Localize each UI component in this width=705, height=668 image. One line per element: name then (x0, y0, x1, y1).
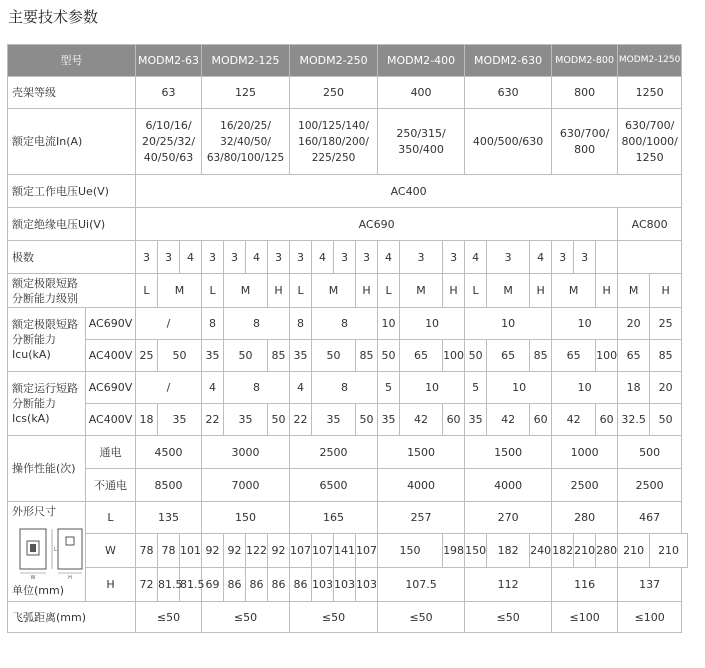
table-cell: 3 (290, 241, 312, 274)
table-cell: 65 (552, 340, 596, 372)
table-cell: L (465, 274, 487, 308)
table-cell: 20 (650, 372, 682, 404)
table-cell: 86 (268, 568, 290, 602)
table-cell: 20 (618, 308, 650, 340)
table-cell: 100/125/140/ 160/180/200/ 225/250 (290, 109, 378, 175)
voltage-label: AC400V (86, 404, 136, 436)
figure-letter: W (30, 575, 36, 581)
table-cell: 1500 (465, 436, 552, 469)
table-cell: 135 (136, 502, 202, 534)
table-cell: ≤50 (136, 602, 202, 633)
ue-label: 额定工作电压Ue(V) (8, 175, 136, 208)
table-cell: 50 (356, 404, 378, 436)
table-cell: 112 (465, 568, 552, 602)
table-cell: 8 (312, 308, 378, 340)
table-cell: 69 (202, 568, 224, 602)
table-cell: 182 (552, 534, 574, 568)
label-line: 分断能力 (12, 397, 56, 410)
label-line: 分断能力 (12, 333, 56, 346)
operation-energized-row (8, 436, 688, 469)
dim-h-row (8, 568, 688, 602)
table-cell: 7000 (202, 469, 290, 502)
table-cell: 81.5 (180, 568, 202, 602)
table-cell: 50 (158, 340, 202, 372)
table-cell: 1500 (378, 436, 465, 469)
table-cell: H (268, 274, 290, 308)
model-250: MODM2-250 (290, 45, 378, 77)
table-cell (596, 241, 618, 274)
table-cell: ≤100 (618, 602, 682, 633)
label-line: 单位(mm) (12, 584, 65, 597)
table-cell: 8 (224, 308, 290, 340)
breaker-figure (18, 523, 88, 579)
table-cell: M (312, 274, 356, 308)
table-cell: 4 (530, 241, 552, 274)
table-cell: 3 (487, 241, 530, 274)
table-cell: 3 (158, 241, 180, 274)
table-cell: 63 (136, 77, 202, 109)
table-cell: 18 (136, 404, 158, 436)
table-cell: 257 (378, 502, 465, 534)
table-cell: H (596, 274, 618, 308)
table-cell: L (136, 274, 158, 308)
figure-letter: H (68, 575, 72, 581)
table-cell: 3000 (202, 436, 290, 469)
table-cell: 6500 (290, 469, 378, 502)
table-cell: 42 (400, 404, 443, 436)
table-cell: AC400 (136, 175, 682, 208)
icu-ac400-row (8, 340, 688, 372)
table-cell: 2500 (290, 436, 378, 469)
table-cell: 210 (650, 534, 688, 568)
table-cell: 92 (224, 534, 246, 568)
table-cell: 92 (268, 534, 290, 568)
table-cell: 35 (158, 404, 202, 436)
dim-sub-label: L (86, 502, 136, 534)
table-cell: 107.5 (378, 568, 465, 602)
table-cell: AC690 (136, 208, 618, 241)
table-cell: 50 (378, 340, 400, 372)
table-cell: 101 (180, 534, 202, 568)
table-cell: 4 (202, 372, 224, 404)
table-cell: L (378, 274, 400, 308)
table-cell: 65 (400, 340, 443, 372)
table-cell: 4 (290, 372, 312, 404)
table-cell: 210 (574, 534, 596, 568)
table-cell: 10 (400, 308, 465, 340)
table-cell: 4000 (465, 469, 552, 502)
table-cell: 92 (202, 534, 224, 568)
table-cell: 65 (618, 340, 650, 372)
table-cell: 3 (356, 241, 378, 274)
table-cell: 50 (268, 404, 290, 436)
table-cell: 78 (158, 534, 180, 568)
dimensions-label (8, 502, 86, 602)
table-cell: 125 (202, 77, 290, 109)
table-cell: 86 (224, 568, 246, 602)
table-cell: 35 (312, 404, 356, 436)
table-cell: 18 (618, 372, 650, 404)
table-cell: 10 (552, 372, 618, 404)
breaker-outline-icon (18, 523, 88, 579)
table-cell: 137 (618, 568, 682, 602)
table-cell: 250 (290, 77, 378, 109)
voltage-label: AC690V (86, 372, 136, 404)
table-cell: 103 (356, 568, 378, 602)
table-cell: 150 (465, 534, 487, 568)
table-cell: 103 (334, 568, 356, 602)
table-cell: 42 (487, 404, 530, 436)
table-cell: 8500 (136, 469, 202, 502)
table-cell: ≤50 (290, 602, 378, 633)
table-cell: ≤50 (202, 602, 290, 633)
ics-label (8, 372, 86, 436)
table-cell: 10 (552, 308, 618, 340)
ics-ac400-row (8, 404, 688, 436)
model-63: MODM2-63 (136, 45, 202, 77)
poles-row (8, 241, 688, 274)
table-cell: 65 (487, 340, 530, 372)
table-cell: 86 (290, 568, 312, 602)
table-cell: ≤50 (465, 602, 552, 633)
table-cell: 4 (465, 241, 487, 274)
table-cell: 182 (487, 534, 530, 568)
table-cell: 6/10/16/ 20/25/32/ 40/50/63 (136, 109, 202, 175)
model-header: 型号 (8, 45, 136, 77)
arc-row (8, 602, 688, 633)
table-cell: 198 (443, 534, 465, 568)
table-cell: 4000 (378, 469, 465, 502)
table-cell: 5 (465, 372, 487, 404)
table-cell: 240 (530, 534, 552, 568)
table-cell: 3 (574, 241, 596, 274)
voltage-label: AC690V (86, 308, 136, 340)
rated-current-row (8, 109, 688, 175)
table-cell: L (290, 274, 312, 308)
table-cell: L (202, 274, 224, 308)
label-line: 外形尺寸 (12, 505, 56, 518)
table-cell: 50 (465, 340, 487, 372)
label-line: Ics(kA) (12, 412, 50, 425)
energized-label: 通电 (86, 436, 136, 469)
table-cell: H (650, 274, 682, 308)
table-cell: 81.5 (158, 568, 180, 602)
table-cell: AC800 (618, 208, 682, 241)
label-line: 额定极限短路 (12, 276, 78, 290)
icu-ac690-row (8, 308, 688, 340)
table-cell: M (552, 274, 596, 308)
ics-ac690-row (8, 372, 688, 404)
model-800: MODM2-800 (552, 45, 618, 77)
table-cell: 400/500/630 (465, 109, 552, 175)
table-cell: 85 (356, 340, 378, 372)
table-cell: M (618, 274, 650, 308)
table-cell: 10 (400, 372, 465, 404)
table-cell: 2500 (552, 469, 618, 502)
table-cell: 270 (465, 502, 552, 534)
table-cell: 85 (530, 340, 552, 372)
table-cell: 800 (552, 77, 618, 109)
table-cell: 630 (465, 77, 552, 109)
rated-current-label: 额定电流In(A) (8, 109, 136, 175)
table-cell: 3 (552, 241, 574, 274)
dim-sub-label: W (86, 534, 136, 568)
ui-row (8, 208, 688, 241)
table-cell: ≤100 (552, 602, 618, 633)
header-row (8, 45, 688, 77)
spec-table (7, 44, 688, 633)
table-cell: 25 (650, 308, 682, 340)
table-cell: 141 (334, 534, 356, 568)
table-cell: 3 (268, 241, 290, 274)
table-cell: 72 (136, 568, 158, 602)
figure-letter: L (54, 547, 57, 553)
table-cell: M (487, 274, 530, 308)
table-cell: 35 (465, 404, 487, 436)
table-cell: H (530, 274, 552, 308)
table-cell: / (136, 372, 202, 404)
table-cell: 100 (443, 340, 465, 372)
table-cell: 8 (312, 372, 378, 404)
table-cell: 8 (290, 308, 312, 340)
model-125: MODM2-125 (202, 45, 290, 77)
model-400: MODM2-400 (378, 45, 465, 77)
table-cell: ≤50 (378, 602, 465, 633)
table-cell: 8 (224, 372, 290, 404)
table-cell: 60 (443, 404, 465, 436)
table-cell: 10 (487, 372, 552, 404)
dim-sub-label: H (86, 568, 136, 602)
operation-label: 操作性能(次) (8, 436, 86, 502)
operation-non-energized-row (8, 469, 688, 502)
label-line: 分断能力级别 (12, 291, 78, 305)
arc-label: 飞弧距离(mm) (8, 602, 136, 633)
ui-label: 额定绝缘电压Ui(V) (8, 208, 136, 241)
frame-label: 壳架等级 (8, 77, 136, 109)
table-cell: 107 (290, 534, 312, 568)
table-cell: 50 (312, 340, 356, 372)
table-cell: M (224, 274, 268, 308)
table-cell: 85 (268, 340, 290, 372)
table-cell: 116 (552, 568, 618, 602)
table-cell: 103 (312, 568, 334, 602)
table-cell: 4 (246, 241, 268, 274)
table-cell: 8 (202, 308, 224, 340)
table-cell: 10 (465, 308, 552, 340)
table-cell: 630/700/ 800 (552, 109, 618, 175)
table-cell: 85 (650, 340, 682, 372)
table-cell: 25 (136, 340, 158, 372)
table-cell: 50 (224, 340, 268, 372)
label-line: 额定运行短路 (12, 382, 78, 395)
breaking-level-label (8, 274, 136, 308)
table-cell: 630/700/ 800/1000/ 1250 (618, 109, 682, 175)
table-cell: 50 (650, 404, 682, 436)
table-cell: 2500 (618, 469, 682, 502)
table-cell: 210 (618, 534, 650, 568)
label-line: 额定极限短路 (12, 318, 78, 331)
table-cell: 3 (202, 241, 224, 274)
table-cell: 86 (246, 568, 268, 602)
table-cell: 150 (378, 534, 443, 568)
table-cell: H (356, 274, 378, 308)
table-cell: 100 (596, 340, 618, 372)
table-cell: 3 (443, 241, 465, 274)
table-cell: 4 (378, 241, 400, 274)
label-line: Icu(kA) (12, 348, 51, 361)
table-cell: 250/315/ 350/400 (378, 109, 465, 175)
table-cell: 3 (400, 241, 443, 274)
poles-label: 极数 (8, 241, 136, 274)
table-cell: 467 (618, 502, 682, 534)
table-cell: 107 (356, 534, 378, 568)
ue-row (8, 175, 688, 208)
table-cell: 4500 (136, 436, 202, 469)
table-cell: 5 (378, 372, 400, 404)
table-cell: 400 (378, 77, 465, 109)
table-cell: 1000 (552, 436, 618, 469)
table-cell: 42 (552, 404, 596, 436)
table-cell: 60 (596, 404, 618, 436)
icu-label (8, 308, 86, 372)
table-cell: 10 (378, 308, 400, 340)
table-cell: 4 (312, 241, 334, 274)
non-energized-label: 不通电 (86, 469, 136, 502)
table-cell: 122 (246, 534, 268, 568)
table-cell: 35 (202, 340, 224, 372)
table-cell (618, 241, 682, 274)
dim-l-row (8, 502, 688, 534)
table-cell: 1250 (618, 77, 682, 109)
model-630: MODM2-630 (465, 45, 552, 77)
table-cell: 22 (202, 404, 224, 436)
breaking-level-row (8, 274, 688, 308)
table-cell: 3 (136, 241, 158, 274)
dim-w-row (8, 534, 688, 568)
model-1250: MODM2-1250 (618, 45, 682, 77)
page-title: 主要技术参数 (8, 8, 99, 26)
table-cell: 35 (224, 404, 268, 436)
table-cell: 280 (596, 534, 618, 568)
voltage-label: AC400V (86, 340, 136, 372)
table-cell: 3 (334, 241, 356, 274)
table-cell: 32.5 (618, 404, 650, 436)
table-cell: 4 (180, 241, 202, 274)
table-cell: 165 (290, 502, 378, 534)
table-cell: 107 (312, 534, 334, 568)
table-cell: M (400, 274, 443, 308)
table-cell: 78 (136, 534, 158, 568)
table-cell: 35 (378, 404, 400, 436)
table-cell: 60 (530, 404, 552, 436)
table-cell: 22 (290, 404, 312, 436)
table-cell: 500 (618, 436, 682, 469)
table-cell: 280 (552, 502, 618, 534)
table-cell: / (136, 308, 202, 340)
table-cell: 150 (202, 502, 290, 534)
table-cell: H (443, 274, 465, 308)
table-cell: 3 (224, 241, 246, 274)
frame-row (8, 77, 688, 109)
table-cell: M (158, 274, 202, 308)
table-cell: 16/20/25/ 32/40/50/ 63/80/100/125 (202, 109, 290, 175)
table-cell: 35 (290, 340, 312, 372)
